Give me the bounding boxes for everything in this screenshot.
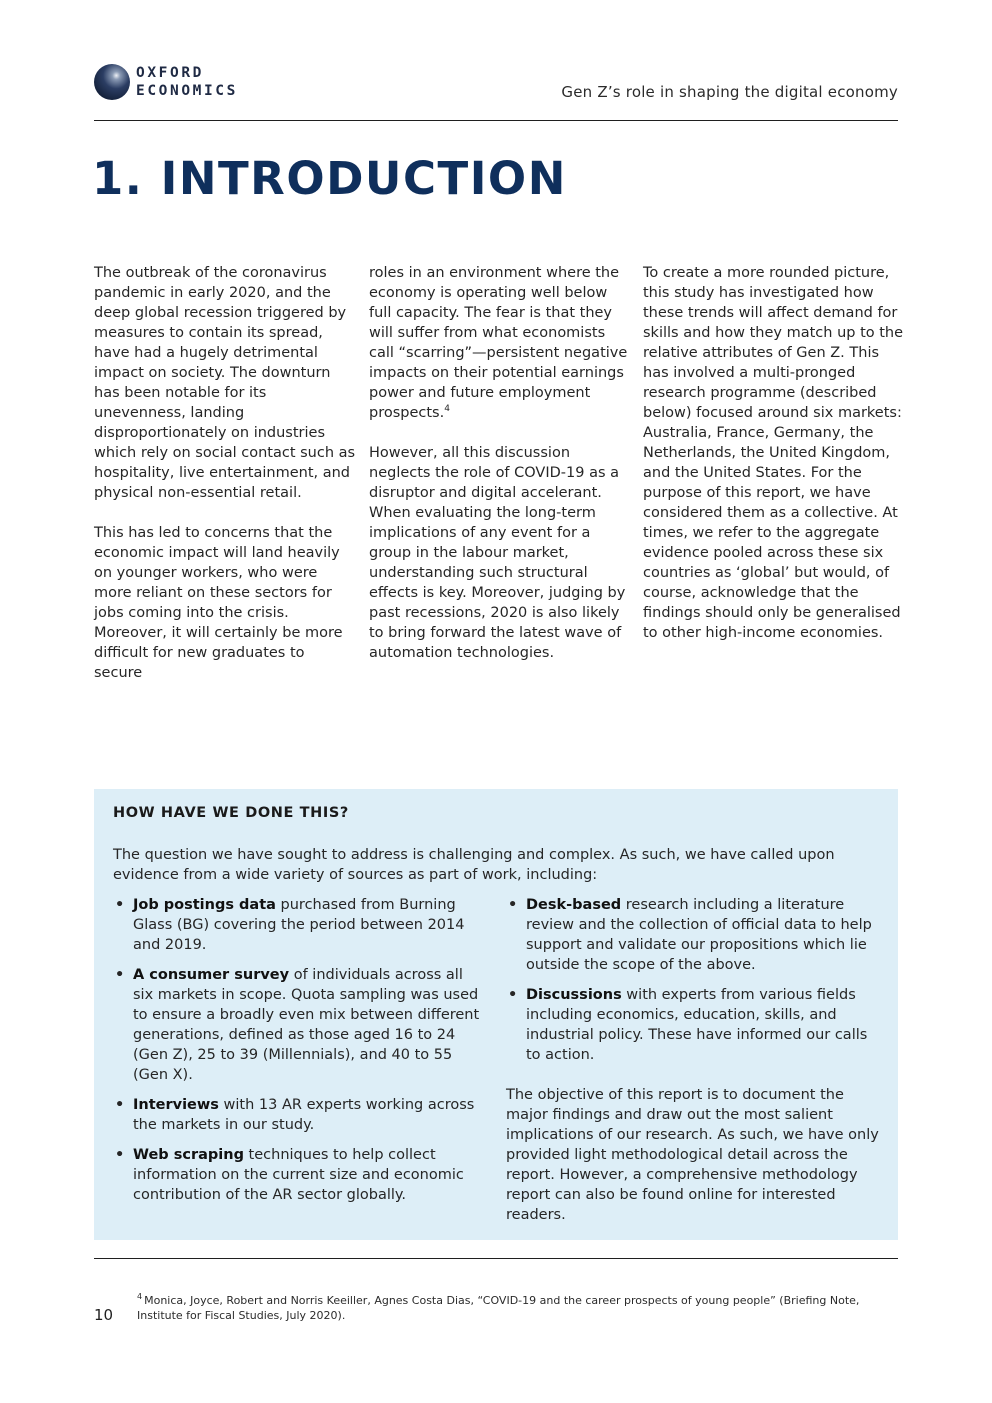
globe-icon — [94, 64, 130, 100]
list-item-term: Desk-based — [526, 897, 622, 913]
list-item — [113, 1145, 487, 1205]
list-item-text: research including a literature review and the collection of official data to help support and validate our propositions which lie outside the scope of the above. — [526, 897, 872, 973]
box-right-column — [506, 895, 880, 1225]
list-item-text: with 13 AR experts working across the markets in our study. — [133, 1097, 475, 1133]
list-item-term: Job postings data — [133, 897, 276, 913]
body-column-2 — [369, 263, 631, 683]
bullet-icon: • — [115, 1147, 125, 1163]
footnote — [137, 1293, 899, 1323]
list-item — [506, 985, 880, 1065]
body-column-3 — [643, 263, 905, 663]
paragraph: To create a more rounded picture, this study has investigated how these trends will affect demand for skills and how they match up to the relative attributes of Gen Z. This has involved a multi-pronged research programme (described below) focused around six markets: Australia, France, Germany, the Netherlands, the United Kingdom, and the United States. For the purpose of this report, we have considered them as a collective. At times, we refer to the aggregate evidence pooled across these six countries as ‘global’ but would, of course, acknowledge that the findings should only be generalised to other high-income economies. — [643, 265, 904, 641]
header-divider — [94, 120, 898, 121]
paragraph: However, all this discussion neglects the role of COVID-19 as a disruptor and digital accelerant. When evaluating the long-term implications of any event for a group in the labour market, understanding such structural effects is key. Moreover, judging by past recessions, 2020 is also likely to bring forward the latest wave of automation technologies. — [369, 445, 626, 661]
list-item-term: Interviews — [133, 1097, 219, 1113]
footnote-number: 4 — [137, 1292, 143, 1302]
footnote-reference[interactable]: 4 — [444, 404, 450, 415]
list-item — [113, 965, 487, 1085]
list-item — [113, 895, 487, 955]
box-intro: The question we have sought to address is challenging and complex. As such, we have called upon evidence from a wide variety of sources as part of work, including: — [113, 847, 835, 883]
bullet-icon: • — [115, 1097, 125, 1113]
paragraph-with-footnote — [369, 263, 631, 423]
bullet-icon: • — [115, 967, 125, 983]
list-item-text: of individuals across all six markets in scope. Quota sampling was used to ensure a broadly even mix between different generations, defined as those aged 16 to 24 (Gen Z), 25 to 39 (Millennials), and 40 to 55 (Gen X). — [133, 967, 480, 1083]
oxford-economics-logo — [94, 64, 238, 100]
list-item-term: Discussions — [526, 987, 622, 1003]
box-closing-paragraph: The objective of this report is to document the major findings and draw out the most salient implications of our research. As such, we have only provided light methodological detail across the report. However, a comprehensive methodology report can also be found online for interested readers. — [506, 1087, 879, 1223]
body-column-1 — [94, 263, 356, 703]
list-item-text: purchased from Burning Glass (BG) covering the period between 2014 and 2019. — [133, 897, 465, 953]
methodology-box — [94, 789, 898, 1240]
logo-wordmark — [136, 64, 238, 100]
list-item-text: with experts from various fields including economics, education, skills, and industrial policy. These have informed our calls to action. — [526, 987, 868, 1063]
page-title: 1. INTRODUCTION — [92, 152, 567, 205]
list-item-term: A consumer survey — [133, 967, 290, 983]
page-number: 10 — [94, 1306, 114, 1324]
bullet-icon: • — [115, 897, 125, 913]
box-title: HOW HAVE WE DONE THIS? — [113, 805, 349, 821]
logo-line-2: ECONOMICS — [136, 83, 238, 99]
paragraph: This has led to concerns that the economic impact will land heavily on younger workers, who were more reliant on these sectors for jobs coming into the crisis. Moreover, it will certainly be more difficult for new graduates to secure — [94, 525, 343, 681]
bullet-icon: • — [508, 987, 518, 1003]
footnote-text: Monica, Joyce, Robert and Norris Keeiller, Agnes Costa Dias, “COVID-19 and the career prospects of young people” (Briefing Note, Institute for Fiscal Studies, July 2020). — [137, 1294, 860, 1322]
paragraph: The outbreak of the coronavirus pandemic in early 2020, and the deep global recession triggered by measures to contain its spread, have had a hugely detrimental impact on society. The downturn has been notable for its unevenness, landing disproportionately on industries which rely on social contact such as hospitality, live entertainment, and physical non-essential retail. — [94, 265, 356, 501]
paragraph-text: roles in an environment where the economy is operating well below full capacity. The fear is that they will suffer from what economists call “scarring”—persistent negative impacts on their potential earnings power and future employment prospects. — [369, 265, 628, 421]
list-item-text: techniques to help collect information on the current size and economic contribution of the AR sector globally. — [133, 1147, 464, 1203]
list-item-term: Web scraping — [133, 1147, 244, 1163]
box-left-column — [113, 895, 487, 1215]
footer-divider — [94, 1258, 898, 1259]
bullet-icon: • — [508, 897, 518, 913]
list-item — [113, 1095, 487, 1135]
list-item — [506, 895, 880, 975]
running-title: Gen Z’s role in shaping the digital economy — [561, 83, 898, 101]
logo-line-1: OXFORD — [136, 65, 204, 81]
